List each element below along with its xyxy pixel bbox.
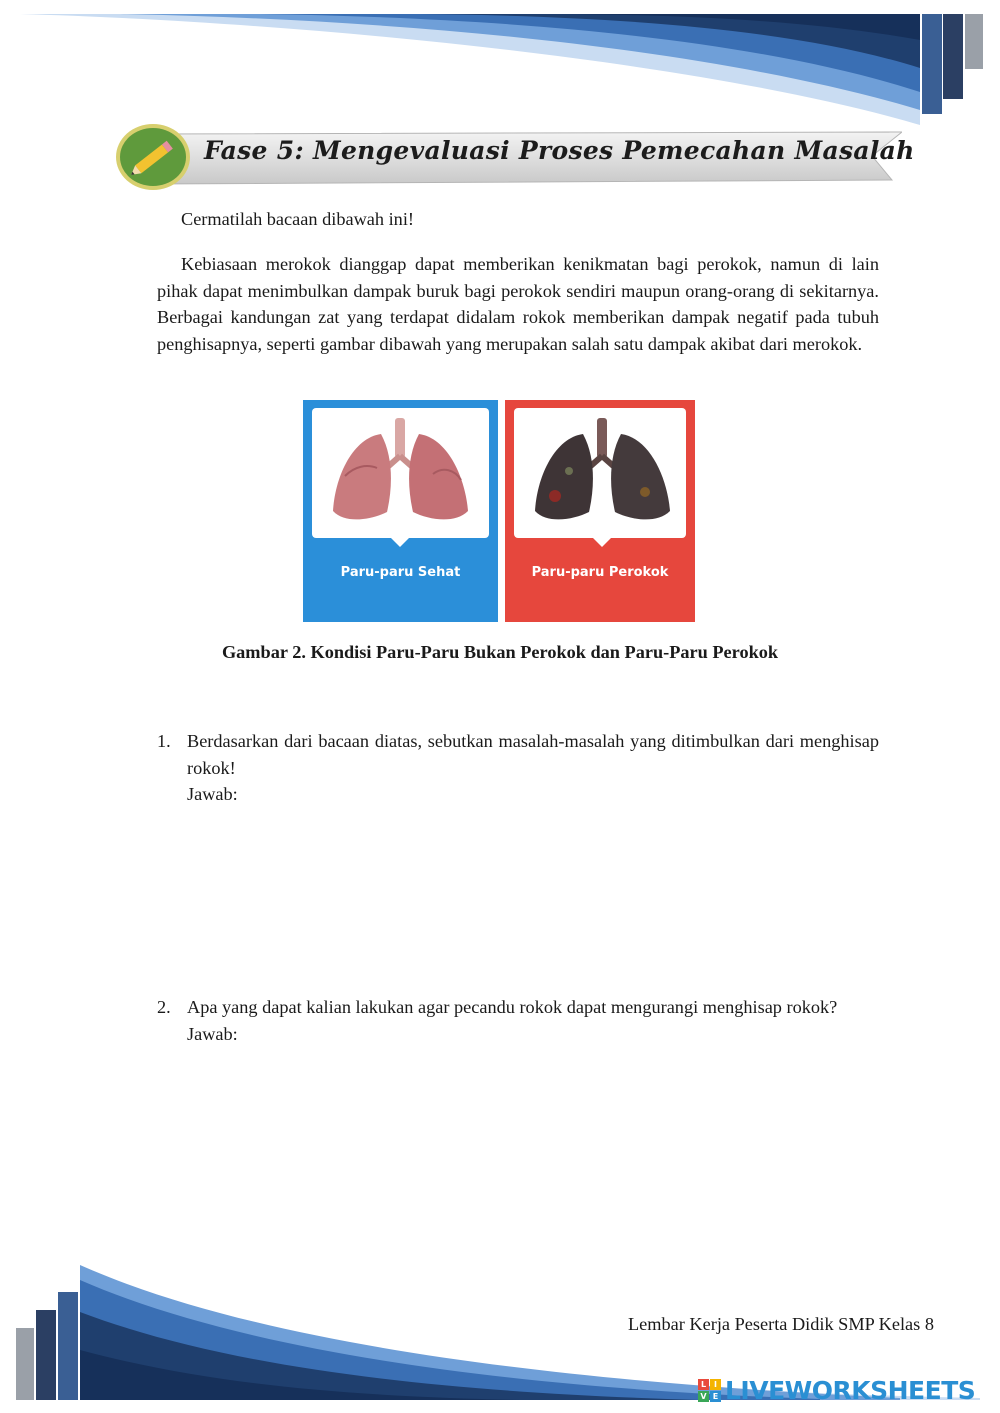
- liveworksheets-logo: [698, 1376, 994, 1406]
- question-text: Berdasarkan dari bacaan diatas, sebutkan masalah-masalah yang ditimbulkan dari menghisap rokok!: [187, 731, 879, 778]
- question-1: [157, 728, 879, 808]
- logo-wordmark: LIVEWORKSHEETS: [725, 1376, 976, 1405]
- answer-label: Jawab:: [187, 784, 238, 804]
- figure-caption: Gambar 2. Kondisi Paru-Paru Bukan Perokok dan Paru-Paru Perokok: [221, 642, 779, 662]
- logo-icon: L I V E: [698, 1379, 722, 1403]
- answer-label: Jawab:: [187, 1023, 238, 1044]
- page-title: Fase 5: Mengevaluasi Proses Pemecahan Masalah: [204, 136, 915, 165]
- question-2: [157, 994, 879, 1047]
- healthy-lungs-panel: [303, 400, 498, 622]
- healthy-lungs-icon: [323, 416, 478, 531]
- smoker-lungs-label: Paru-paru Perokok: [531, 565, 669, 580]
- smoker-lungs-panel: [505, 400, 695, 622]
- question-number: 1.: [157, 731, 171, 751]
- question-text: Apa yang dapat kalian lakukan agar pecandu rokok dapat mengurangi menghisap rokok?: [187, 997, 838, 1017]
- instruction-text: Cermatilah bacaan dibawah ini!: [181, 209, 414, 229]
- healthy-lungs-label: Paru-paru Sehat: [340, 565, 461, 580]
- footer-text: Lembar Kerja Peserta Didik SMP Kelas 8: [628, 1314, 934, 1334]
- smoker-lungs-icon: [525, 416, 680, 531]
- reading-paragraph: Kebiasaan merokok dianggap dapat memberikan kenikmatan bagi perokok, namun di lain pihak dapat menimbulkan dampak buruk bagi perokok sendiri maupun orang-orang di sekitarnya. Berbagai kandungan zat yang terdapat didalam rokok memberikan dampak negatif pada tubuh penghisapnya, seperti gambar dibawah yang merupakan salah satu dampak akibat dari merokok.: [157, 254, 879, 354]
- lungs-figure: [303, 400, 695, 622]
- question-number: 2.: [157, 997, 171, 1017]
- pencil-icon: [114, 121, 194, 191]
